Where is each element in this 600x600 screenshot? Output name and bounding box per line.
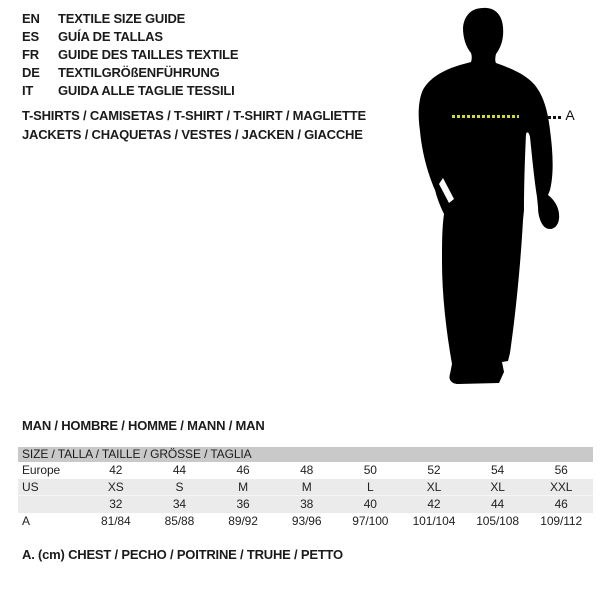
row-label: Europe	[22, 463, 61, 477]
language-row	[22, 28, 238, 46]
row-label: US	[22, 480, 39, 494]
cell: 97/100	[352, 514, 389, 528]
cell: 42	[427, 497, 441, 511]
cell: 52	[427, 463, 441, 477]
cell: 38	[300, 497, 314, 511]
category-jackets: JACKETS / CHAQUETAS / VESTES / JACKEN / GIACCHE	[22, 127, 363, 142]
cell: 89/92	[228, 514, 258, 528]
cell: S	[175, 480, 184, 494]
table-row-europe	[18, 462, 593, 479]
table-row-us-numeric	[18, 496, 593, 513]
language-row	[22, 46, 238, 64]
cell: 56	[554, 463, 568, 477]
language-label: GUIDA ALLE TAGLIE TESSILI	[58, 83, 235, 98]
language-label: GUÍA DE TALLAS	[58, 29, 163, 44]
measure-leader-line	[548, 116, 562, 119]
cell: 85/88	[164, 514, 195, 528]
language-code: FR	[22, 47, 39, 62]
section-title-man: MAN / HOMBRE / HOMME / MANN / MAN	[22, 418, 265, 433]
table-row-chest-a	[18, 513, 593, 530]
language-label: TEXTILE SIZE GUIDE	[58, 11, 186, 26]
language-label: GUIDE DES TAILLES TEXTILE	[58, 47, 239, 62]
language-code: EN	[22, 11, 40, 26]
man-silhouette-image	[410, 0, 570, 395]
table-row-us	[18, 479, 593, 496]
cell: 109/112	[540, 514, 583, 528]
size-table	[18, 447, 593, 530]
cell: M	[238, 480, 249, 494]
language-code: IT	[22, 83, 34, 98]
cell: 44	[490, 497, 505, 511]
cell: XL	[426, 480, 442, 494]
row-label: A	[22, 514, 30, 528]
measurement-footnote: A. (cm) CHEST / PECHO / POITRINE / TRUHE / PETTO	[22, 547, 343, 562]
cell: 36	[236, 497, 250, 511]
language-label: TEXTILGRÖßENFÜHRUNG	[58, 65, 220, 80]
language-code: ES	[22, 29, 39, 44]
garment-categories	[22, 106, 366, 144]
language-list	[22, 10, 238, 100]
size-table-header: SIZE / TALLA / TAILLE / GRÖSSE / TAGLIA	[18, 447, 593, 462]
cell: XL	[490, 480, 505, 494]
cell: M	[301, 480, 312, 494]
chest-measure-line	[452, 115, 519, 118]
language-row	[22, 82, 238, 100]
measure-label-a: A	[565, 107, 575, 123]
language-code: DE	[22, 65, 40, 80]
cell: 34	[172, 497, 187, 511]
category-tshirts: T-SHIRTS / CAMISETAS / T-SHIRT / T-SHIRT / MAGLIETTE	[22, 108, 366, 123]
cell: 48	[300, 463, 314, 477]
cell: 93/96	[291, 514, 322, 528]
language-row	[22, 10, 238, 28]
cell: L	[367, 480, 374, 494]
cell: XS	[107, 480, 124, 494]
cell: 44	[172, 463, 187, 477]
cell: 46	[554, 497, 568, 511]
language-row	[22, 64, 238, 82]
cell: 81/84	[101, 514, 131, 528]
cell: 32	[109, 497, 123, 511]
cell: 42	[109, 463, 123, 477]
cell: 101/104	[412, 514, 456, 528]
cell: 54	[490, 463, 505, 477]
cell: 50	[363, 463, 377, 477]
cell: 105/108	[476, 514, 519, 528]
cell: 40	[363, 497, 377, 511]
cell: 46	[236, 463, 250, 477]
cell: XXL	[549, 480, 573, 494]
